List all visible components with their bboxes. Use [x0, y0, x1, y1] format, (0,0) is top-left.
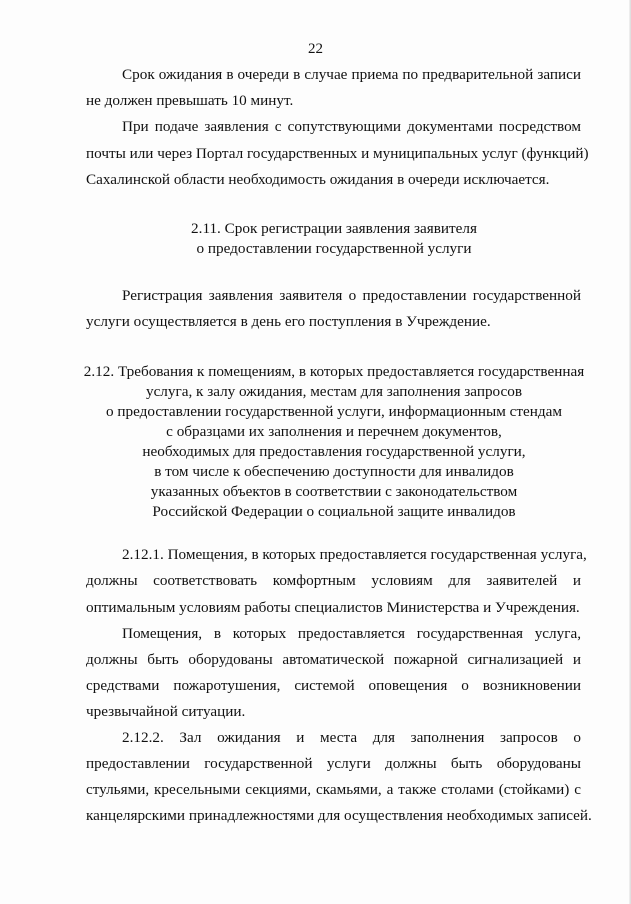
paragraph-line: предоставлении государственной услуги должны быть оборудованы — [86, 755, 581, 772]
section-heading: 2.12. Требования к помещениям, в которых предоставляется государственная — [83, 363, 585, 380]
paragraph-line: Регистрация заявления заявителя о предоставлении государственной — [122, 287, 581, 304]
paragraph-line: стульями, кресельными секциями, скамьями, а также столами (стойками) с — [86, 781, 581, 798]
page-number: 22 — [308, 41, 323, 57]
section-heading: о предоставлении государственной услуги — [196, 240, 472, 257]
paragraph-line: должны соответствовать комфортным условиям для заявителей и — [86, 572, 581, 589]
paragraph-line: Срок ожидания в очереди в случае приема по предварительной записи — [122, 66, 581, 83]
section-heading: указанных объектов в соответствии с законодательством — [150, 483, 518, 500]
paragraph-line: Помещения, в которых предоставляется государственная услуга, — [122, 625, 581, 642]
section-heading: в том числе к обеспечению доступности для инвалидов — [154, 463, 514, 480]
paragraph-line: услуги осуществляется в день его поступления в Учреждение. — [86, 313, 491, 330]
paragraph-line: канцелярскими принадлежностями для осуществления необходимых записей. — [86, 807, 592, 824]
paragraph-line: 2.12.2. Зал ожидания и места для заполнения запросов о — [122, 729, 581, 746]
paragraph-line: При подаче заявления с сопутствующими документами посредством — [122, 118, 581, 135]
section-heading: с образцами их заполнения и перечнем документов, — [166, 423, 502, 440]
paragraph-line: Сахалинской области необходимость ожидания в очереди исключается. — [86, 171, 550, 188]
section-heading: необходимых для предоставления государственной услуги, — [142, 443, 526, 460]
section-heading: услуга, к залу ожидания, местам для заполнения запросов — [145, 383, 523, 400]
paragraph-line: почты или через Портал государственных и муниципальных услуг (функций) — [86, 145, 589, 162]
section-heading: 2.11. Срок регистрации заявления заявителя — [191, 220, 477, 237]
paragraph-line: оптимальным условиям работы специалистов Министерства и Учреждения. — [86, 599, 580, 616]
paragraph-line: средствами пожаротушения, системой оповещения о возникновении — [86, 677, 581, 694]
paragraph-line: чрезвычайной ситуации. — [86, 703, 246, 720]
paragraph-line: 2.12.1. Помещения, в которых предоставляется государственная услуга, — [122, 546, 587, 563]
section-heading: Российской Федерации о социальной защите инвалидов — [152, 503, 516, 520]
section-heading: о предоставлении государственной услуги, информационным стендам — [106, 403, 562, 420]
paragraph-line: не должен превышать 10 минут. — [86, 92, 294, 109]
paragraph-line: должны быть оборудованы автоматической пожарной сигнализацией и — [86, 651, 581, 668]
